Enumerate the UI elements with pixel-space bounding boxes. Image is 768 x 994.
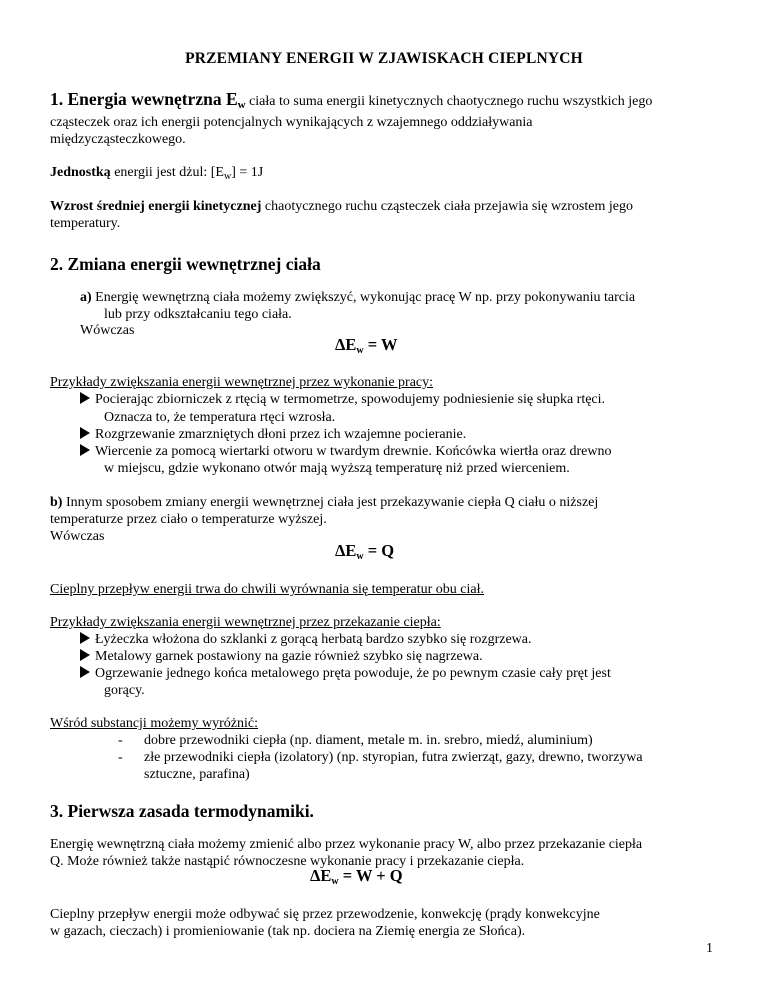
example-work-item-3: Wiercenie za pomocą wiertarki otworu w twardym drewnie. Końcówka wiertła oraz drewno (80, 443, 611, 460)
substance-dash-1: - (118, 733, 123, 748)
section-3-final-2: w gazach, cieczach) i promieniowanie (tak np. dociera na Ziemię energia ze Słońca). (50, 924, 526, 939)
arrow-bullet-icon (80, 632, 90, 644)
formula-work-post: = W (363, 335, 398, 354)
examples-work-heading: Przykłady zwiększania energii wewnętrznej przez wykonanie pracy: (50, 375, 434, 390)
then-1: Wówczas (80, 323, 135, 338)
formula-heat-sub: w (356, 551, 364, 562)
substance-dash-2: - (118, 750, 123, 765)
unit-line (50, 164, 263, 185)
growth-line-1 (50, 198, 633, 215)
formula-first-law-post: = W + Q (338, 866, 403, 885)
unit-end: ] = 1J (231, 165, 264, 180)
point-b-line-1 (50, 494, 598, 511)
section-1-heading: 1. Energia wewnętrzna E (50, 89, 238, 109)
section-3-final-1: Cieplny przepływ energii może odbywać się przez przewodzenie, konwekcję (prądy konwekcyjne (50, 907, 600, 922)
unit-bold: Jednostką (50, 165, 111, 180)
section-3-para-2: Q. Może również także nastąpić równoczesne wykonanie pracy i przekazanie ciepła. (50, 854, 525, 869)
growth-line-2: temperatury. (50, 216, 121, 231)
formula-heat (335, 541, 394, 562)
section-3-heading: 3. Pierwsza zasada termodynamiki. (50, 801, 314, 821)
growth-rest-1: chaotycznego ruchu cząsteczek ciała przejawia się wzrostem jego (264, 199, 633, 214)
arrow-bullet-icon (80, 666, 90, 678)
section-1-def-3: międzycząsteczkowego. (50, 132, 186, 147)
formula-first-law-pre: ΔE (310, 866, 332, 885)
section-2-heading: 2. Zmiana energii wewnętrznej ciała (50, 254, 321, 274)
section-1-heading-sub: w (237, 99, 246, 111)
example-work-item-1-cont: Oznacza to, że temperatura rtęci wzrosła. (104, 410, 336, 425)
example-heat-item-3-cont: gorący. (104, 683, 145, 698)
substance-item-bad: złe przewodniki ciepła (izolatory) (np. styropian, futra zwierząt, gazy, drewno, tworzywa (144, 750, 643, 765)
arrow-bullet-icon (80, 444, 90, 456)
point-a-text-1: Energię wewnętrzną ciała możemy zwiększyć, wykonując pracę W np. przy pokonywaniu tarcia (95, 290, 636, 305)
substances-heading: Wśród substancji możemy wyróżnić: (50, 716, 259, 731)
heat-flow-note: Cieplny przepływ energii trwa do chwili wyrównania się temperatur obu ciał. (50, 582, 484, 597)
arrow-bullet-icon (80, 392, 90, 404)
unit-rest: energii jest dżul: [E (114, 165, 224, 180)
unit-sub: w (223, 171, 232, 182)
example-heat-item-3: Ogrzewanie jednego końca metalowego pręta powoduje, że po pewnym czasie cały pręt jest (80, 665, 611, 682)
substance-item-good: dobre przewodniki ciepła (np. diament, metale m. in. srebro, miedź, aluminium) (144, 733, 593, 748)
section-1-def-2: cząsteczek oraz ich energii potencjalnych wynikających z wzajemnego oddziaływania (50, 115, 533, 130)
point-a-line-1 (80, 289, 635, 306)
formula-work (335, 335, 397, 356)
substance-item-bad-cont: sztuczne, parafina) (144, 767, 250, 782)
example-work-item-3-cont: w miejscu, gdzie wykonano otwór mają wyższą temperaturę niż przed wierceniem. (104, 461, 570, 476)
point-b-line-2: temperaturze przez ciało o temperaturze wyższej. (50, 512, 327, 527)
then-2: Wówczas (50, 529, 105, 544)
formula-work-sub: w (356, 345, 364, 356)
page-number: 1 (706, 941, 713, 956)
document-title: PRZEMIANY ENERGII W ZJAWISKACH CIEPLNYCH (185, 50, 583, 67)
arrow-bullet-icon (80, 427, 90, 439)
examples-heat-heading: Przykłady zwiększania energii wewnętrznej przez przekazanie ciepła: (50, 615, 441, 630)
example-heat-item-2: Metalowy garnek postawiony na gazie również szybko się nagrzewa. (80, 648, 483, 665)
formula-first-law (310, 866, 403, 887)
arrow-bullet-icon (80, 649, 90, 661)
point-b-label: b) (50, 495, 63, 510)
section-1-def-1: ciała to suma energii kinetycznych chaotycznego ruchu wszystkich jego (249, 94, 653, 109)
point-a-label: a) (80, 290, 92, 305)
formula-heat-post: = Q (363, 541, 395, 560)
growth-bold: Wzrost średniej energii kinetycznej (50, 199, 262, 214)
example-work-item-2: Rozgrzewanie zmarzniętych dłoni przez ich wzajemne pocieranie. (80, 426, 466, 443)
formula-first-law-sub: w (331, 876, 339, 887)
formula-heat-pre: ΔE (335, 541, 357, 560)
example-heat-item-1: Łyżeczka włożona do szklanki z gorącą herbatą bardzo szybko się rozgrzewa. (80, 631, 532, 648)
section-3-para-1: Energię wewnętrzną ciała możemy zmienić albo przez wykonanie pracy W, albo przez przekazanie ciepła (50, 837, 643, 852)
example-work-item-1: Pocierając zbiorniczek z rtęcią w termometrze, spowodujemy podniesienie się słupka rtęci. (80, 391, 605, 408)
point-a-line-2: lub przy odkształcaniu tego ciała. (104, 307, 292, 322)
section-1-heading-line (50, 91, 652, 114)
point-b-text-1: Innym sposobem zmiany energii wewnętrznej ciała jest przekazywanie ciepła Q ciału o niższej (65, 495, 599, 510)
formula-work-pre: ΔE (335, 335, 357, 354)
